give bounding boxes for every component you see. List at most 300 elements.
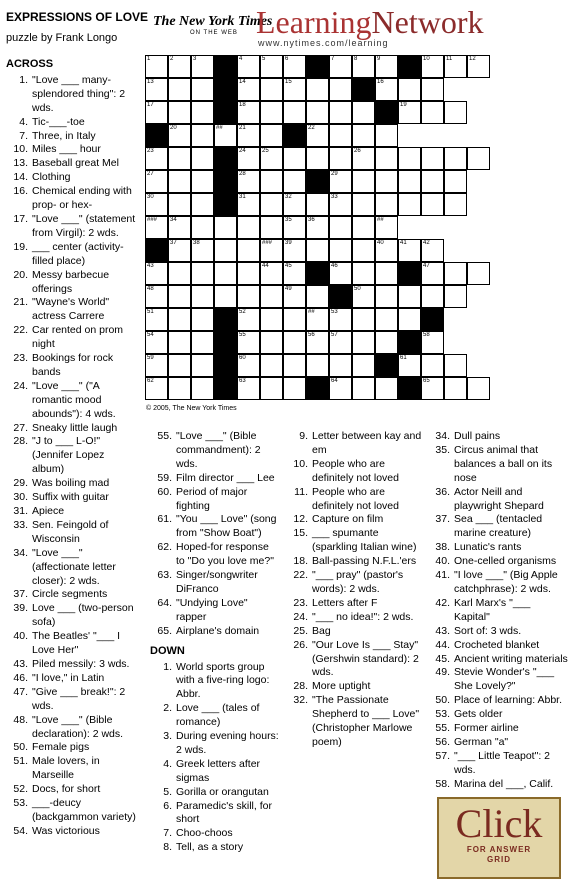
grid-cell[interactable] [467,147,490,170]
grid-cell[interactable] [375,78,398,101]
clue-number: 26. [293,638,308,651]
grid-cell[interactable] [214,216,237,239]
down-clue [286,639,426,681]
grid-cell[interactable] [352,262,375,285]
clue-number: 20. [13,268,28,281]
grid-cell[interactable] [260,124,283,147]
grid-cell[interactable] [283,331,306,354]
grid-cell[interactable] [467,262,490,285]
clue-text: Marina del ___, Calif. [454,777,554,790]
grid-cell[interactable] [191,55,214,78]
clue-number: 41. [435,569,450,582]
grid-cell[interactable] [444,101,467,124]
grid-cell[interactable] [352,170,375,193]
grid-cell[interactable] [237,147,260,170]
grid-cell[interactable] [145,377,168,400]
down-clue [150,786,280,800]
down-clue [428,430,568,444]
clue-text: Karl Marx's "___ Kapital" [454,596,531,623]
grid-cell[interactable] [191,331,214,354]
clue-text: Hoped-for response to "Do you love me?" [176,541,274,568]
across-clue [6,324,138,352]
copyright: © 2005, The New York Times [146,405,237,412]
grid-cell[interactable] [352,308,375,331]
grid-cell[interactable] [421,193,444,216]
grid-cell[interactable] [352,354,375,377]
cell-number: 27 [147,171,154,177]
grid-cell[interactable] [145,147,168,170]
grid-cell[interactable] [191,124,214,147]
grid-cell[interactable] [398,78,421,101]
grid-cell[interactable] [260,101,283,124]
clue-text: Film director ___ Lee [176,471,275,484]
grid-cell[interactable] [398,170,421,193]
grid-cell[interactable] [352,124,375,147]
grid-cell[interactable] [237,55,260,78]
grid-cell[interactable] [306,308,329,331]
grid-cell[interactable] [168,308,191,331]
grid-cell[interactable] [168,262,191,285]
grid-cell[interactable] [467,377,490,400]
clue-number: 18. [293,555,308,568]
clue-text: Bag [312,624,331,637]
grid-cell[interactable] [329,78,352,101]
grid-cell[interactable] [283,147,306,170]
grid-cell[interactable] [191,377,214,400]
grid-cell[interactable] [145,331,168,354]
grid-cell[interactable] [283,262,306,285]
grid-cell[interactable] [329,354,352,377]
clue-text: "Our Love Is ___ Stay" (Gershwin standard): 2 wds. [312,638,419,679]
grid-cell[interactable] [444,170,467,193]
grid-cell[interactable] [421,331,444,354]
down-clue [286,555,426,569]
grid-cell[interactable] [329,101,352,124]
clue-text: Sneaky little laugh [32,421,118,434]
grid-cell[interactable] [260,377,283,400]
clue-text: "I love," in Latin [32,671,105,684]
grid-cell[interactable] [352,216,375,239]
grid-cell[interactable] [352,377,375,400]
grid-cell[interactable] [237,354,260,377]
grid-cell[interactable] [283,377,306,400]
grid-cell[interactable] [375,331,398,354]
clue-number: 50. [435,694,450,707]
for-answer-label: FOR ANSWER [466,845,532,854]
grid-cell[interactable] [283,239,306,262]
grid-cell[interactable] [145,285,168,308]
grid-block [214,331,237,354]
grid-cell[interactable] [329,308,352,331]
grid-cell[interactable] [191,308,214,331]
grid-cell[interactable] [237,124,260,147]
grid-cell[interactable] [398,147,421,170]
grid-cell[interactable] [398,308,421,331]
cell-number: 31 [239,194,246,200]
grid-cell[interactable] [375,308,398,331]
grid-cell[interactable] [329,239,352,262]
cell-number: 47 [423,263,430,269]
grid-cell[interactable] [283,55,306,78]
clue-number: 45. [435,652,450,665]
grid-cell[interactable] [375,262,398,285]
cell-number: 29 [331,171,338,177]
grid-cell[interactable] [375,193,398,216]
grid-cell[interactable] [306,239,329,262]
grid-cell[interactable] [168,193,191,216]
grid-cell[interactable] [306,101,329,124]
grid-cell[interactable] [237,377,260,400]
clue-text: "Love ___ many-splendored thing": 2 wds. [32,73,126,114]
grid-cell[interactable] [260,331,283,354]
grid-cell[interactable] [306,124,329,147]
grid-cell[interactable] [283,285,306,308]
grid-cell[interactable] [191,262,214,285]
grid-cell[interactable] [329,55,352,78]
grid-cell[interactable] [191,147,214,170]
grid-block [145,124,168,147]
answer-grid-button[interactable] [437,797,561,879]
grid-cell[interactable] [237,308,260,331]
grid-block [352,78,375,101]
clue-text: Clothing [32,171,71,184]
cell-number: 13 [147,79,154,85]
cell-number: 51 [147,309,154,315]
grid-block [214,78,237,101]
grid-cell[interactable] [306,354,329,377]
nyt-logo[interactable]: The New York Times [153,14,273,29]
grid-cell[interactable] [398,354,421,377]
grid-cell[interactable] [214,285,237,308]
grid-block [145,239,168,262]
grid-cell[interactable] [191,239,214,262]
grid-cell[interactable] [168,354,191,377]
cell-number: ### [262,240,273,246]
clue-text: "J to ___ L-O!" (Jennifer Lopez album) [32,435,105,476]
cell-number: ## [308,309,315,315]
grid-cell[interactable] [283,216,306,239]
clue-number: 13. [13,157,28,170]
grid-cell[interactable] [168,170,191,193]
clue-text: Ball-passing N.F.L.'ers [312,555,417,568]
grid-cell[interactable] [168,55,191,78]
grid-cell[interactable] [214,239,237,262]
clue-text: World sports group with a five-ring logo: Abbr. [176,660,270,701]
grid-cell[interactable] [145,308,168,331]
across-clue [6,741,138,755]
grid-cell[interactable] [375,124,398,147]
grid-cell[interactable] [168,101,191,124]
grid-cell[interactable] [260,78,283,101]
clue-number: 56. [435,735,450,748]
clue-number: 47. [13,685,28,698]
grid-cell[interactable] [145,78,168,101]
grid-cell[interactable] [398,239,421,262]
grid-cell[interactable] [237,331,260,354]
clue-text: "The Passionate Shepherd to ___ Love" (Christopher Marlowe poem) [312,694,420,748]
clue-text: Bookings for rock bands [32,352,114,378]
clue-number: 9. [299,430,308,442]
grid-cell[interactable] [260,170,283,193]
clue-text: Choo-choos [176,827,233,840]
grid-cell[interactable] [260,354,283,377]
grid-cell[interactable] [306,78,329,101]
across-clue [6,143,138,157]
grid-cell[interactable] [329,147,352,170]
grid-cell[interactable] [375,147,398,170]
grid-cell[interactable] [329,331,352,354]
clue-number: 37. [435,513,450,526]
down-clue [150,827,280,841]
across-clue [6,269,138,297]
cell-number: 46 [331,263,338,269]
grid-cell[interactable] [145,216,168,239]
clue-number: 40. [435,555,450,568]
clue-number: 65. [157,624,172,637]
clue-number: 5. [163,785,172,798]
grid-cell[interactable] [467,55,490,78]
clue-number: 10. [13,143,28,156]
cell-number: 53 [331,309,338,315]
grid-cell[interactable] [145,193,168,216]
grid-block [214,193,237,216]
grid-cell[interactable] [214,262,237,285]
cell-number: 18 [239,102,246,108]
grid-cell[interactable] [237,262,260,285]
grid-cell[interactable] [214,124,237,147]
cell-number: 33 [331,194,338,200]
clue-number: 15. [293,527,308,540]
clue-number: 24. [293,610,308,623]
grid-cell[interactable] [237,101,260,124]
clue-text: Female pigs [32,741,90,754]
down-clue [286,597,426,611]
grid-cell[interactable] [352,55,375,78]
grid-cell[interactable] [283,101,306,124]
grid-cell[interactable] [237,285,260,308]
grid-block [398,262,421,285]
cell-number: 38 [193,240,200,246]
grid-cell[interactable] [329,170,352,193]
grid-block [398,55,421,78]
grid-cell[interactable] [444,354,467,377]
clue-number: 54. [13,824,28,837]
clue-number: 63. [157,569,172,582]
grid-cell[interactable] [237,193,260,216]
across-clue [6,116,138,130]
grid-cell[interactable] [191,354,214,377]
grid-cell[interactable] [168,285,191,308]
down-clue [150,702,280,730]
grid-cell[interactable] [306,285,329,308]
grid-cell[interactable] [444,377,467,400]
grid-cell[interactable] [260,147,283,170]
clue-number: 24. [13,379,28,392]
grid-cell[interactable] [352,331,375,354]
grid-cell[interactable] [398,285,421,308]
grid-cell[interactable] [329,193,352,216]
grid-cell[interactable] [444,193,467,216]
grid-cell[interactable] [191,101,214,124]
grid-cell[interactable] [352,285,375,308]
clue-number: 57. [435,749,450,762]
grid-cell[interactable] [168,216,191,239]
cell-number: 48 [147,286,154,292]
clue-text: "You ___ Love" (song from "Show Boat") [176,513,277,540]
across-clue [6,630,138,658]
grid-cell[interactable] [260,308,283,331]
learning-network-logo[interactable] [256,4,483,41]
grid-cell[interactable] [329,262,352,285]
clue-text: Former airline [454,722,519,735]
clue-number: 44. [435,638,450,651]
nyt-on-the-web: ON THE WEB [190,30,238,36]
grid-cell[interactable] [375,285,398,308]
grid-cell[interactable] [191,285,214,308]
grid-cell[interactable] [444,147,467,170]
clue-number: 30. [13,491,28,504]
grid-cell[interactable] [168,239,191,262]
clue-text: Actor Neill and playwright Shepard [454,485,544,512]
grid-cell[interactable] [260,193,283,216]
grid-cell[interactable] [260,239,283,262]
cell-number: 42 [423,240,430,246]
grid-cell[interactable] [306,216,329,239]
grid-cell[interactable] [145,55,168,78]
across-clues-continued [150,430,280,855]
grid-cell[interactable] [421,354,444,377]
puzzle-byline: puzzle by Frank Longo [6,32,118,44]
grid-cell[interactable] [375,377,398,400]
grid-cell[interactable] [398,193,421,216]
cell-number: 65 [423,378,430,384]
grid-cell[interactable] [444,55,467,78]
grid-cell[interactable] [375,170,398,193]
puzzle-title: EXPRESSIONS OF LOVE [6,10,149,24]
grid-cell[interactable] [352,147,375,170]
clue-text: Was victorious [32,824,100,837]
grid-cell[interactable] [375,216,398,239]
clue-number: 12. [293,513,308,526]
grid-cell[interactable] [421,78,444,101]
grid-cell[interactable] [421,170,444,193]
grid-cell[interactable] [145,262,168,285]
clue-number: 38. [435,541,450,554]
grid-block [375,101,398,124]
grid-cell[interactable] [145,101,168,124]
grid-cell[interactable] [283,308,306,331]
clue-text: "___ no idea!": 2 wds. [312,610,414,623]
grid-cell[interactable] [421,101,444,124]
grid-cell[interactable] [283,354,306,377]
grid-cell[interactable] [306,193,329,216]
grid-cell[interactable] [283,193,306,216]
cell-number: 57 [331,332,338,338]
grid-cell[interactable] [306,331,329,354]
grid-cell[interactable] [237,239,260,262]
cell-number: ## [216,125,223,131]
grid-cell[interactable] [421,147,444,170]
grid-cell[interactable] [145,354,168,377]
grid-cell[interactable] [168,377,191,400]
across-clue [6,658,138,672]
grid-cell[interactable] [283,170,306,193]
down-clue [428,666,568,694]
cell-number: 63 [239,378,246,384]
clue-number: 22. [13,324,28,337]
grid-cell[interactable] [352,101,375,124]
grid-cell[interactable] [191,216,214,239]
grid-cell[interactable] [260,55,283,78]
grid-cell[interactable] [237,78,260,101]
grid-cell[interactable] [260,216,283,239]
grid-cell[interactable] [375,55,398,78]
learning-url[interactable]: www.nytimes.com/learning [258,38,389,48]
clue-number: 4. [163,757,172,770]
grid-cell[interactable] [168,331,191,354]
grid-cell[interactable] [421,55,444,78]
grid-cell[interactable] [329,124,352,147]
down-clue [286,694,426,750]
clue-number: 6. [163,799,172,812]
grid-cell[interactable] [329,377,352,400]
grid-cell[interactable] [352,193,375,216]
grid-cell[interactable] [237,170,260,193]
clue-number: 60. [157,485,172,498]
grid-cell[interactable] [168,147,191,170]
clue-text: One-celled organisms [454,555,557,568]
down-clue [428,694,568,708]
down-clue [286,458,426,486]
down-clue [286,513,426,527]
grid-cell[interactable] [421,285,444,308]
across-clue [150,569,280,597]
logo-learning: Learning [256,4,372,40]
clue-text: Capture on film [312,513,384,526]
grid-cell[interactable] [191,193,214,216]
grid-cell[interactable] [237,216,260,239]
grid-cell[interactable] [444,285,467,308]
across-clue [6,672,138,686]
grid-cell[interactable] [421,377,444,400]
down-clue [286,430,426,458]
grid-cell[interactable] [398,101,421,124]
grid-cell[interactable] [191,78,214,101]
clue-number: 39. [13,602,28,615]
grid-cell[interactable] [421,239,444,262]
cell-number: 25 [262,148,269,154]
grid-cell[interactable] [145,170,168,193]
grid-block [306,170,329,193]
grid-cell[interactable] [352,239,375,262]
grid-cell[interactable] [260,262,283,285]
grid-cell[interactable] [260,285,283,308]
across-clues [6,58,138,839]
clue-text: "___ Little Teapot": 2 wds. [454,749,550,776]
grid-cell[interactable] [168,78,191,101]
grid-block [214,308,237,331]
grid-cell[interactable] [306,147,329,170]
grid-cell[interactable] [168,124,191,147]
grid-cell[interactable] [375,239,398,262]
down-clue [428,486,568,514]
grid-cell[interactable] [191,170,214,193]
grid-cell[interactable] [329,216,352,239]
grid-cell[interactable] [421,262,444,285]
grid-cell[interactable] [283,78,306,101]
grid-cell[interactable] [444,262,467,285]
cell-number: 6 [285,56,289,62]
